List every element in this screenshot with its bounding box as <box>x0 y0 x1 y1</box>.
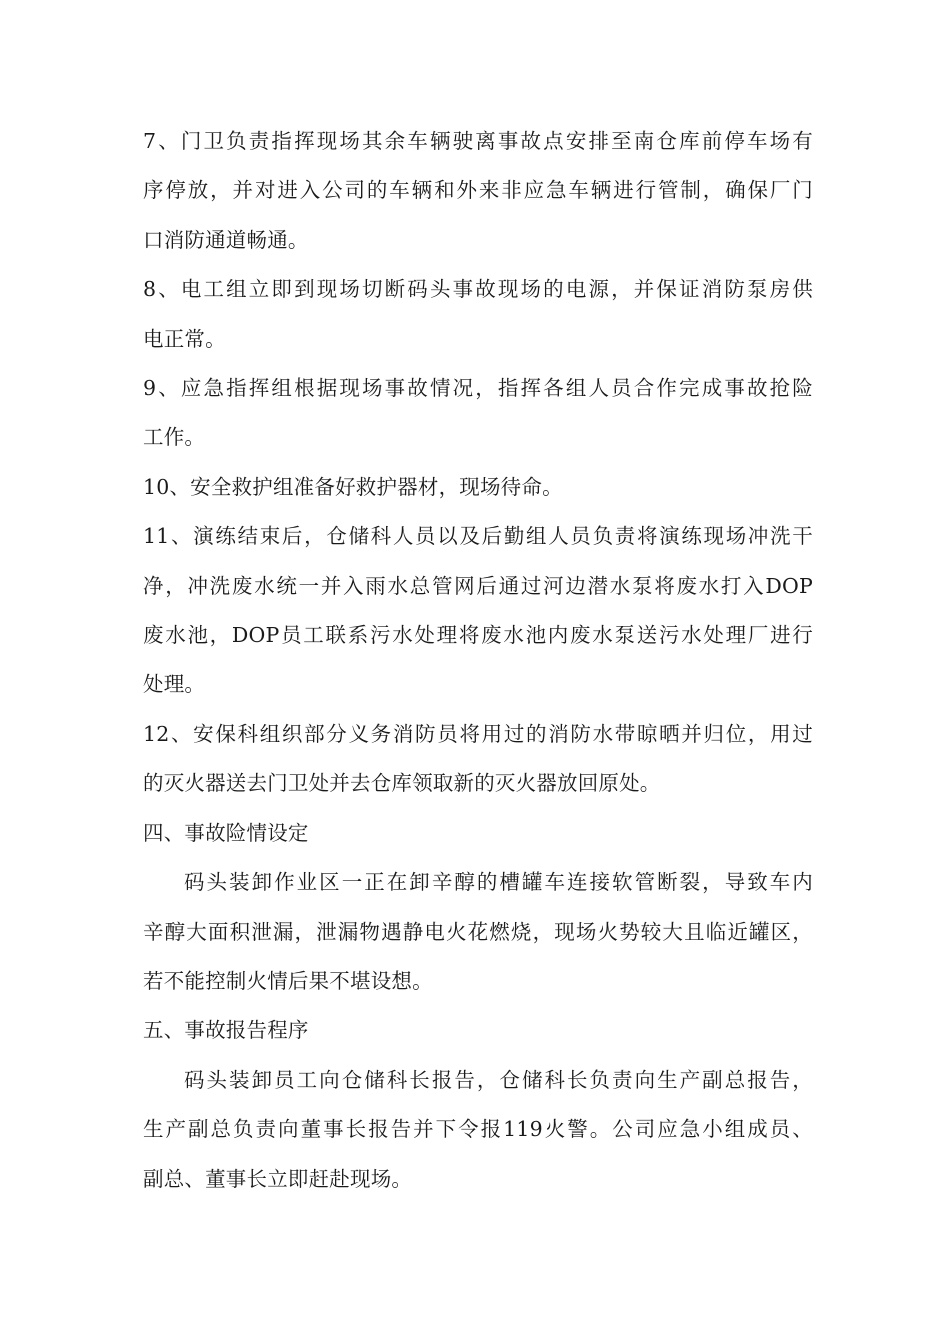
document-page <box>143 117 813 1204</box>
text-line: 12、安保科组织部分义务消防员将用过的消防水带晾晒并归位，用过 <box>143 721 813 746</box>
paragraph-item-10 <box>143 463 813 512</box>
text-line: 辛醇大面积泄漏，泄漏物遇静电火花燃烧，现场火势较大且临近罐区， <box>143 919 813 944</box>
text-line: 码头装卸员工向仓储科长报告，仓储科长负责向生产副总报告， <box>184 1067 813 1092</box>
text-line: 生产副总负责向董事长报告并下令报119火警。公司应急小组成员、 <box>143 1117 813 1142</box>
section-heading-5 <box>143 1006 813 1055</box>
section-heading-text: 五、事故报告程序 <box>143 1018 309 1043</box>
section-heading-4 <box>143 809 813 858</box>
paragraph-item-9 <box>143 364 813 463</box>
paragraph-item-11 <box>143 512 813 710</box>
text-line: 码头装卸作业区一正在卸辛醇的槽罐车连接软管断裂，导致车内 <box>184 870 813 895</box>
text-line: 处理。 <box>143 672 206 697</box>
text-line: 11、演练结束后，仓储科人员以及后勤组人员负责将演练现场冲洗干 <box>143 524 813 549</box>
paragraph-scenario <box>143 858 813 1006</box>
text-line: 7、门卫负责指挥现场其余车辆驶离事故点安排至南仓库前停车场有 <box>143 129 813 153</box>
text-line: 副总、董事长立即赶赴现场。 <box>143 1166 413 1191</box>
text-line: 净，冲洗废水统一并入雨水总管网后通过河边潜水泵将废水打入DOP <box>143 573 813 598</box>
paragraph-item-7 <box>143 117 813 265</box>
text-line: 电正常。 <box>143 326 226 351</box>
text-line: 废水池，DOP员工联系污水处理将废水池内废水泵送污水处理厂进行 <box>143 623 813 648</box>
text-line: 口消防通道畅通。 <box>143 227 309 252</box>
paragraph-item-8 <box>143 265 813 364</box>
paragraph-reporting <box>143 1056 813 1204</box>
text-line: 的灭火器送去门卫处并去仓库领取新的灭火器放回原处。 <box>143 771 661 796</box>
text-line: 10、安全救护组准备好救护器材，现场待命。 <box>143 474 563 499</box>
paragraph-item-12 <box>143 710 813 809</box>
section-heading-text: 四、事故险情设定 <box>143 820 309 845</box>
text-line: 8、电工组立即到现场切断码头事故现场的电源，并保证消防泵房供 <box>143 277 813 302</box>
text-line: 若不能控制火情后果不堪设想。 <box>143 968 433 993</box>
text-line: 序停放，并对进入公司的车辆和外来非应急车辆进行管制，确保厂门 <box>143 178 813 203</box>
text-line: 工作。 <box>143 425 206 450</box>
text-line: 9、应急指挥组根据现场事故情况，指挥各组人员合作完成事故抢险 <box>143 376 813 401</box>
